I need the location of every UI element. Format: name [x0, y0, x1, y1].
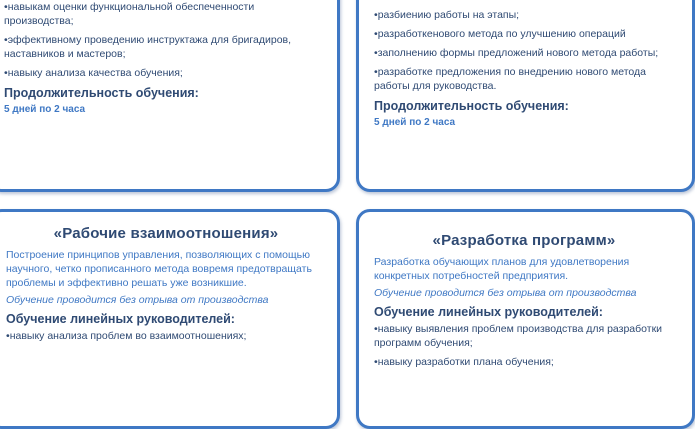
duration-heading: Продолжительность обучения: — [4, 86, 199, 100]
training-heading: Обучение линейных руководителей: — [374, 305, 603, 319]
card-working-relations-content — [6, 225, 326, 348]
list-item: • разработкенового метода по улучшению операций — [374, 27, 674, 41]
skills-list — [6, 329, 326, 343]
duration-value: 5 дней по 2 часа — [374, 117, 456, 128]
skills-list — [4, 0, 314, 80]
card-note: Обучение проводится без отрыва от производства — [6, 294, 269, 306]
skills-list — [374, 322, 674, 369]
list-item: • навыку разработки плана обучения; — [374, 355, 674, 369]
duration-heading: Продолжительность обучения: — [374, 99, 569, 113]
card-description: Разработка обучающих планов для удовлетворения конкретных потребностей предприятия. — [374, 256, 630, 282]
card-title: «Рабочие взаимоотношения» — [53, 225, 279, 242]
card-description: Построение принципов управления, позволяющих с помощью научного, четко прописанного метода вовремя предотвращать проблемы и эффективно решать уже возникшие. — [6, 249, 312, 289]
card-program-development-content — [374, 232, 674, 374]
list-item: • заполнению формы предложений нового метода работы; — [374, 46, 674, 60]
list-item: • навыку анализа качества обучения; — [4, 66, 314, 80]
list-item: • навыку выявления проблем производства для разработки программ обучения; — [374, 322, 674, 350]
skills-list — [374, 8, 674, 93]
list-item: • разбиению работы на этапы; — [374, 8, 674, 22]
card-top-left-content — [4, 0, 314, 117]
list-item: • разработке предложения по внедрению нового метода работы для руководства. — [374, 65, 674, 93]
card-top-right-content — [374, 8, 674, 130]
training-heading: Обучение линейных руководителей: — [6, 312, 235, 326]
list-item: • навыкам оценки функциональной обеспеченности производства; — [4, 0, 314, 28]
card-note: Обучение проводится без отрыва от производства — [374, 287, 637, 299]
list-item: • навыку анализа проблем во взаимоотношениях; — [6, 329, 326, 343]
card-title: «Разработка программ» — [432, 232, 616, 249]
list-item: • эффективному проведению инструктажа для бригадиров, наставников и мастеров; — [4, 33, 314, 61]
duration-value: 5 дней по 2 часа — [4, 104, 86, 115]
